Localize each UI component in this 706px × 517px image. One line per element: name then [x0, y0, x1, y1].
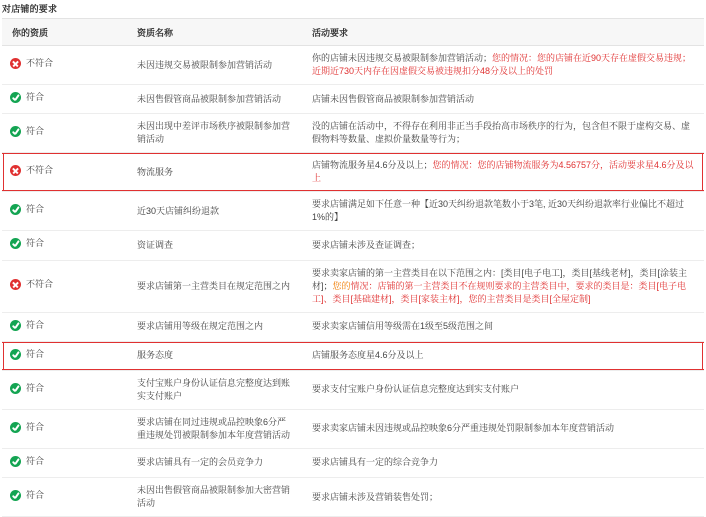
qualification-name: 未因出售假管商品被限制参加大密营销活动: [127, 478, 302, 517]
qualification-name: 要求店铺第一主营类目在规定范围之内: [127, 260, 302, 312]
table-row: [2, 478, 704, 517]
check-circle-icon: [10, 490, 21, 501]
requirement-text-segment: 要求店铺满足如下任意一种【近30天纠纷退款笔数小于3笔, 近30天纠纷退款率行业偏比不超过1%的】: [312, 199, 685, 223]
table-row: [2, 85, 704, 114]
status-label: 符合: [26, 238, 45, 249]
table-header: [2, 19, 704, 46]
table-row: [2, 409, 704, 448]
table-row: [2, 448, 704, 477]
table-row: [2, 153, 704, 192]
requirement-text-segment: 要求卖家店铺信用等级需在1级至5级范围之间: [312, 321, 494, 332]
cross-circle-icon: [10, 165, 21, 176]
status-cell: [2, 260, 127, 312]
qualification-name: 支付宝账户身份认证信息完整度达到账实支付账户: [127, 370, 302, 409]
status-cell: [2, 85, 127, 114]
status-badge: [10, 237, 44, 250]
status-badge: [10, 164, 53, 177]
qualification-name: 资证调查: [127, 231, 302, 260]
status-badge: [10, 319, 44, 332]
table-row: [2, 260, 704, 312]
qualification-name: 要求店铺在同过违规或品控映象6分严重违规处罚被限制参加本年度营销活动: [127, 409, 302, 448]
activity-requirement: [302, 46, 704, 85]
status-label: 符合: [26, 319, 45, 330]
status-cell: [2, 312, 127, 341]
qualification-name: 未因出现中差评市场秩序被限制参加营销活动: [127, 114, 302, 153]
status-badge: [10, 382, 44, 395]
table-row: [2, 46, 704, 85]
table-row: [2, 341, 704, 370]
activity-requirement: [302, 85, 704, 114]
activity-requirement: [302, 448, 704, 477]
activity-requirement: [302, 370, 704, 409]
check-circle-icon: [10, 422, 21, 433]
cross-circle-icon: [10, 279, 21, 290]
requirement-text-segment: 建材]，类目[家装主材]，您的主营类目是类目[全屋定制]: [371, 293, 591, 304]
status-label: 符合: [26, 455, 45, 466]
status-label: 符合: [26, 348, 45, 359]
check-circle-icon: [10, 320, 21, 331]
status-label: 不符合: [26, 279, 54, 290]
requirements-table: [2, 18, 704, 517]
qualification-name: 要求店铺用等级在规定范围之内: [127, 312, 302, 341]
requirement-text-segment: 你的店铺未因违规交易被限制参加营销活动；: [312, 53, 493, 63]
status-badge: [10, 489, 44, 502]
requirement-text-segment: 情况：: [350, 280, 378, 291]
column-header-status: 你的资质: [2, 19, 127, 46]
status-label: 不符合: [26, 58, 54, 69]
qualification-name: 未因违规交易被限制参加营销活动: [127, 46, 302, 85]
activity-requirement: [302, 231, 704, 260]
requirement-text-segment: 要求店铺具有一定的综合竞争力: [312, 457, 439, 468]
activity-requirement: [302, 341, 704, 370]
status-label: 符合: [26, 490, 45, 501]
qualification-name: 近30天店铺纠纷退款: [127, 192, 302, 231]
column-header-requirement: 活动要求: [302, 19, 704, 46]
table-row: [2, 370, 704, 409]
status-badge: [10, 278, 53, 291]
requirement-text-segment: 要求卖家店铺的第一主营类目在以下范围之内：[类目[电子电工]，类目[基线老材]，类目[涂装主材]；: [312, 267, 688, 291]
requirement-text-segment: 要求店铺未涉及营销装售处罚；: [312, 491, 439, 502]
status-cell: [2, 231, 127, 260]
table-row: [2, 231, 704, 260]
qualification-name: 未因售假管商品被限制参加营销活动: [127, 85, 302, 114]
status-cell: [2, 192, 127, 231]
check-circle-icon: [10, 126, 21, 137]
table-row: [2, 114, 704, 153]
status-badge: [10, 91, 44, 104]
activity-requirement: [302, 478, 704, 517]
status-badge: [10, 57, 53, 70]
status-badge: [10, 125, 44, 138]
page-title: 对店铺的要求: [2, 4, 58, 14]
requirement-text-segment: 店铺服务态度星4.6分及以上: [312, 350, 424, 361]
check-circle-icon: [10, 204, 21, 215]
status-cell: [2, 409, 127, 448]
status-label: 符合: [26, 421, 45, 432]
table-row: [2, 312, 704, 341]
status-cell: [2, 370, 127, 409]
status-badge: [10, 421, 44, 434]
requirement-text-segment: 天内存在因虚假交易被违规扣分48分及以上的处罚: [354, 66, 554, 77]
activity-requirement: [302, 260, 704, 312]
status-label: 符合: [26, 382, 45, 393]
status-cell: [2, 448, 127, 477]
requirement-text-segment: 您的: [332, 280, 351, 291]
table-row: [2, 192, 704, 231]
requirement-text-segment: 要求卖家店铺未因违规或品控映象6分严重违规处罚限制参加本年度营销活动: [312, 423, 615, 434]
status-cell: [2, 153, 127, 192]
status-cell: [2, 46, 127, 85]
status-cell: [2, 341, 127, 370]
check-circle-icon: [10, 456, 21, 467]
status-badge: [10, 203, 44, 216]
requirement-text-segment: 要求支付宝账户身份认证信息完整度达到实支付账户: [312, 384, 520, 395]
activity-requirement: [302, 312, 704, 341]
status-cell: [2, 114, 127, 153]
cross-circle-icon: [10, 58, 21, 69]
requirement-text-segment: 店铺物流服务星4.6分及以上；: [312, 160, 433, 171]
activity-requirement: [302, 153, 704, 192]
status-cell: [2, 478, 127, 517]
column-header-name: 资质名称: [127, 19, 302, 46]
check-circle-icon: [10, 383, 21, 394]
status-label: 不符合: [26, 165, 54, 176]
qualification-name: 要求店铺具有一定的会员竞争力: [127, 448, 302, 477]
status-label: 符合: [26, 126, 45, 137]
status-badge: [10, 455, 44, 468]
status-label: 符合: [26, 204, 45, 215]
check-circle-icon: [10, 349, 21, 360]
table-header-row: [2, 19, 704, 46]
check-circle-icon: [10, 92, 21, 103]
activity-requirement: [302, 114, 704, 153]
requirement-text-segment: 您的情况：您的店铺在近90天存在虚假交易违规；近期近730: [312, 53, 692, 77]
requirement-text-segment: 要求店铺未涉及查证调查；: [312, 239, 421, 250]
qualification-name: 服务态度: [127, 341, 302, 370]
status-label: 符合: [26, 92, 45, 103]
activity-requirement: [302, 409, 704, 448]
activity-requirement: [302, 192, 704, 231]
requirement-text-segment: 店铺的第一主营类目不在规则要求的主营类目中，要求的类目是：类目[电子电工]、类目[基础: [312, 280, 687, 304]
status-badge: [10, 348, 44, 361]
qualification-name: 物流服务: [127, 153, 302, 192]
table-body: [2, 46, 704, 517]
requirement-text-segment: 店铺未因售假管商品被限制参加营销活动: [312, 93, 475, 104]
requirement-text-segment: 没的店铺在活动中，不得存在利用非正当手段抬高市场秩序的行为，包含但不限于虚构交易、虚假物料等数量、虚拟价量数量等行为；: [312, 121, 691, 145]
requirement-text-segment: 您的情况：您的店铺物流服务为4.56757分，活动要求星4.6分及以上: [312, 160, 694, 184]
check-circle-icon: [10, 238, 21, 249]
